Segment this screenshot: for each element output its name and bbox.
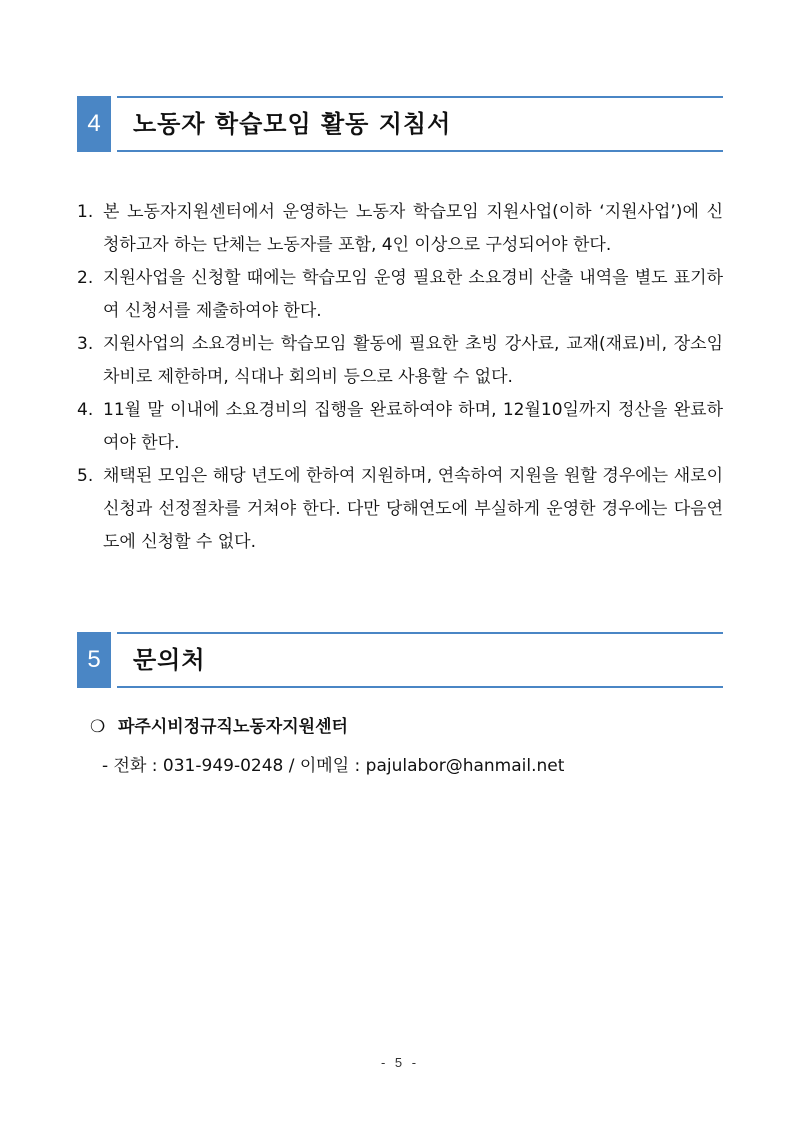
section-5-header [77, 632, 723, 688]
guideline-item [77, 328, 723, 394]
header-bottom-rule [117, 150, 723, 152]
section-number: 4 [77, 96, 111, 152]
guideline-list [77, 196, 723, 559]
contact-organization [90, 712, 348, 742]
section-4-header [77, 96, 723, 152]
item-text: 11월 말 이내에 소요경비의 집행을 완료하여야 하며, 12월10일까지 정산을 완료하여야 한다. [103, 400, 723, 453]
section-number: 5 [77, 632, 111, 688]
guideline-item [77, 196, 723, 262]
item-number: 2. [77, 268, 94, 288]
organization-name: 파주시비정규직노동자지원센터 [118, 717, 348, 737]
contact-detail: - 전화 : 031-949-0248 / 이메일 : pajulabor@hanmail.net [102, 756, 565, 776]
guideline-item [77, 460, 723, 559]
item-text: 본 노동자지원센터에서 운영하는 노동자 학습모임 지원사업(이하 ‘지원사업’)에 신청하고자 하는 단체는 노동자를 포함, 4인 이상으로 구성되어야 한다. [103, 202, 723, 255]
section-title: 노동자 학습모임 활동 지침서 [133, 110, 452, 138]
header-top-rule [117, 632, 723, 634]
item-number: 4. [77, 400, 94, 420]
item-text: 지원사업을 신청할 때에는 학습모임 운영 필요한 소요경비 산출 내역을 별도 표기하여 신청서를 제출하여야 한다. [103, 268, 723, 321]
guideline-item [77, 262, 723, 328]
item-text: 지원사업의 소요경비는 학습모임 활동에 필요한 초빙 강사료, 교재(재료)비, 장소임차비로 제한하며, 식대나 회의비 등으로 사용할 수 없다. [103, 334, 723, 387]
item-number: 1. [77, 202, 94, 222]
guideline-item [77, 394, 723, 460]
page-number: - 5 - [380, 1055, 420, 1070]
circle-bullet-icon: ❍ [90, 717, 106, 737]
item-number: 3. [77, 334, 94, 354]
item-text: 채택된 모임은 해당 년도에 한하여 지원하며, 연속하여 지원을 원할 경우에는 새로이 신청과 선정절차를 거쳐야 한다. 다만 당해연도에 부실하게 운영한 경우에는 다음연도에 신청할 수 없다. [103, 466, 723, 552]
header-bottom-rule [117, 686, 723, 688]
section-title: 문의처 [133, 646, 206, 674]
item-number: 5. [77, 466, 94, 486]
